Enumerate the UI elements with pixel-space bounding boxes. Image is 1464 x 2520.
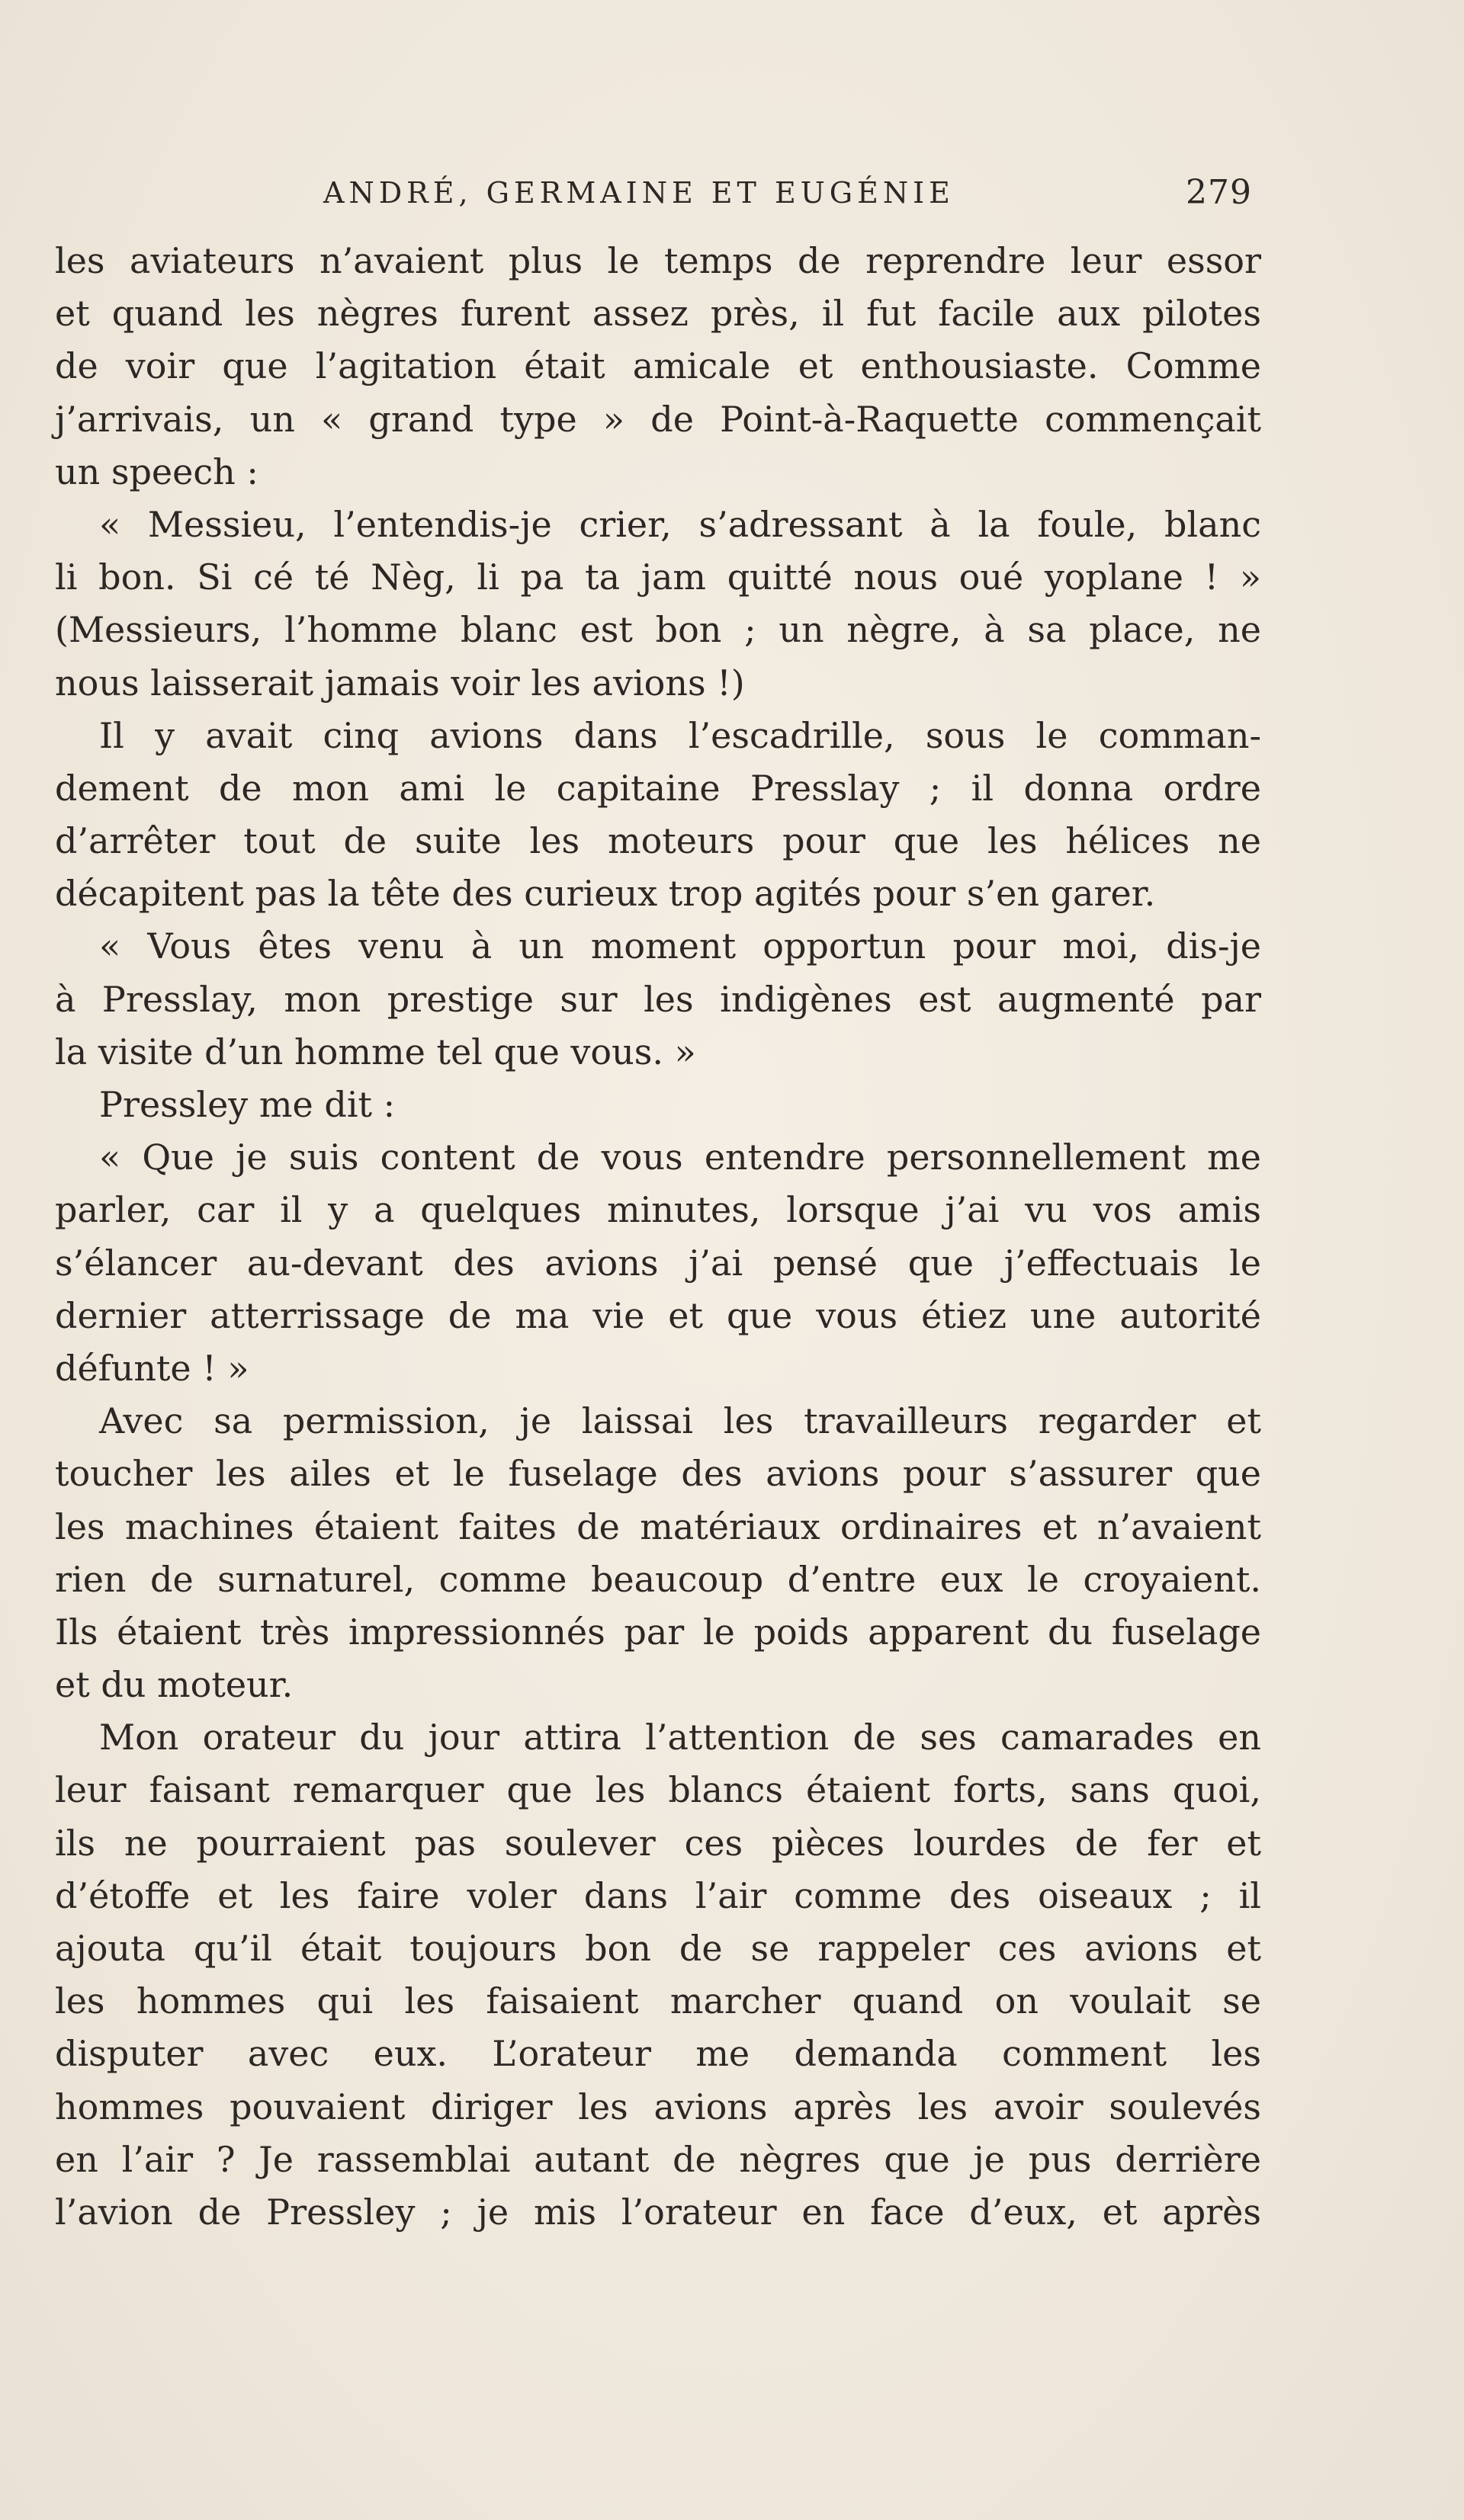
text-line: dernier atterrissage de ma vie et que vous étiez une autorité (55, 1294, 1261, 1336)
text-line: et du moteur. (55, 1664, 294, 1706)
text-line: les machines étaient faites de matériaux ordinaires et n’avaient (55, 1505, 1261, 1547)
text-line: ils ne pourraient pas soulever ces pièces lourdes de fer et (55, 1822, 1261, 1864)
text-line: en l’air ? Je rassemblai autant de nègres que je pus derrière (55, 2138, 1261, 2180)
text-line: les hommes qui les faisaient marcher quand on voulait se (55, 1980, 1261, 2022)
body-text (55, 235, 1261, 2239)
page-header (53, 166, 1273, 220)
text-line: dement de mon ami le capitaine Presslay ; il donna ordre (55, 767, 1261, 809)
text-line: disputer avec eux. L’orateur me demanda comment les (55, 2033, 1261, 2075)
text-line: rien de surnaturel, comme beaucoup d’entre eux le croyaient. (55, 1558, 1261, 1600)
text-line: hommes pouvaient diriger les avions après les avoir soulevés (55, 2086, 1261, 2127)
text-line: la visite d’un homme tel que vous. » (55, 1031, 696, 1072)
text-line: de voir que l’agitation était amicale et enthousiaste. Comme (55, 345, 1261, 387)
running-head: ANDRÉ, GERMAINE ET EUGÉNIE (323, 176, 955, 210)
text-line: « Vous êtes venu à un moment opportun pour moi, dis-je (99, 925, 1261, 967)
text-line: li bon. Si cé té Nèg, li pa ta jam quitté nous oué yoplane ! » (55, 556, 1261, 598)
text-line: d’étoffe et les faire voler dans l’air comme des oiseaux ; il (55, 1874, 1261, 1916)
text-line: « Messieu, l’entendis-je crier, s’adressant à la foule, blanc (99, 503, 1261, 545)
text-line: ajouta qu’il était toujours bon de se rappeler ces avions et (55, 1928, 1261, 1969)
text-line: un speech : (55, 450, 258, 492)
text-line: Avec sa permission, je laissai les travailleurs regarder et (99, 1400, 1261, 1442)
text-line: Mon orateur du jour attira l’attention de ses camarades en (99, 1717, 1261, 1759)
page-number: 279 (1186, 173, 1252, 212)
text-line: toucher les ailes et le fuselage des avions pour s’assurer que (55, 1453, 1261, 1495)
text-line: (Messieurs, l’homme blanc est bon ; un nègre, à sa place, ne (55, 609, 1261, 651)
text-line: « Que je suis content de vous entendre personnellement me (99, 1137, 1261, 1178)
text-line: s’élancer au-devant des avions j’ai pensé que j’effectuais le (55, 1242, 1261, 1284)
text-line: à Presslay, mon prestige sur les indigènes est augmenté par (55, 978, 1261, 1020)
text-line: décapitent pas la tête des curieux trop agités pour s’en garer. (55, 873, 1156, 915)
text-line: nous laisserait jamais voir les avions !) (55, 662, 745, 704)
text-line: et quand les nègres furent assez près, il fut facile aux pilotes (55, 293, 1261, 335)
text-line: défunte ! » (55, 1347, 249, 1389)
text-line: parler, car il y a quelques minutes, lorsque j’ai vu vos amis (55, 1189, 1261, 1231)
text-line: Ils étaient très impressionnés par le poids apparent du fuselage (55, 1611, 1261, 1653)
text-line: Pressley me dit : (99, 1084, 396, 1125)
text-line: leur faisant remarquer que les blancs étaient forts, sans quoi, (55, 1769, 1261, 1811)
text-line: l’avion de Pressley ; je mis l’orateur en face d’eux, et après (55, 2191, 1261, 2233)
text-line: les aviateurs n’avaient plus le temps de reprendre leur essor (55, 240, 1261, 281)
text-line: Il y avait cinq avions dans l’escadrille, sous le comman- (99, 714, 1261, 756)
text-line: j’arrivais, un « grand type » de Point-à-Raquette commençait (55, 398, 1261, 440)
text-line: d’arrêter tout de suite les moteurs pour que les hélices ne (55, 820, 1261, 862)
